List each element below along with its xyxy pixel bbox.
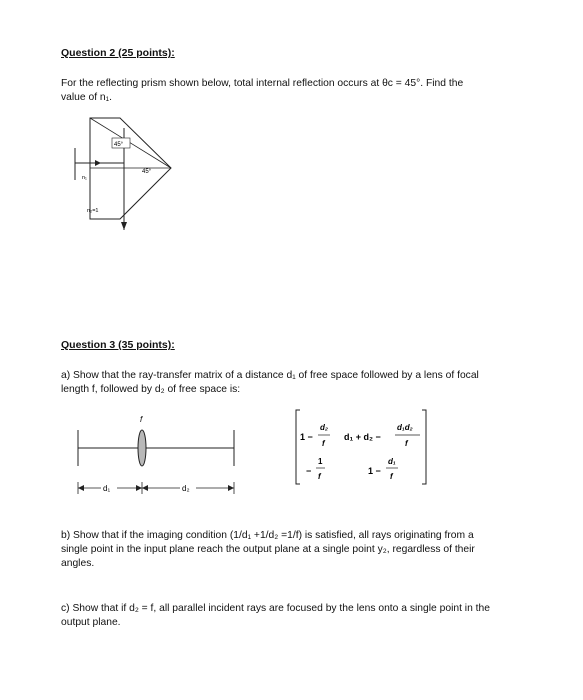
question-3b-line-3: angles. xyxy=(61,558,95,569)
question-3-heading: Question 3 (35 points): xyxy=(61,339,175,351)
d2-label: d₂ xyxy=(182,484,190,493)
m11-denominator: f xyxy=(322,439,325,448)
question-3a-line-2: length f, followed by d₂ of free space is: xyxy=(61,384,241,395)
d1-arrow-left xyxy=(78,485,84,491)
ray-arrow-1 xyxy=(95,160,101,166)
matrix-left-bracket xyxy=(296,410,300,484)
d2-arrow-right xyxy=(228,485,234,491)
m22-denominator: f xyxy=(390,472,393,481)
m21-denominator: f xyxy=(318,472,321,481)
angle-label-right: 45° xyxy=(142,169,152,175)
question-2-heading: Question 2 (25 points): xyxy=(61,47,175,59)
d1-arrow-right xyxy=(136,485,142,491)
question-2-text-line-1: For the reflecting prism shown below, total internal reflection occurs at θc = 45°. Find the xyxy=(61,78,464,89)
m21-lead: − xyxy=(306,466,312,476)
angle-label-top: 45° xyxy=(114,142,124,148)
m21-numerator: 1 xyxy=(318,457,323,466)
question-3c-line-1: c) Show that if d₂ = f, all parallel incident rays are focused by the lens onto a single point in the xyxy=(61,603,490,614)
question-3c-line-2: output plane. xyxy=(61,617,121,628)
d2-arrow-left xyxy=(142,485,148,491)
m12-denominator: f xyxy=(405,439,408,448)
m22-lead: 1 − xyxy=(368,466,381,476)
lens xyxy=(138,430,146,466)
lens-diagram xyxy=(74,410,244,510)
question-2-text-line-2: value of n₁. xyxy=(61,92,112,103)
lens-focal-label: f xyxy=(140,415,143,424)
matrix-right-bracket xyxy=(422,410,426,484)
ray-transfer-matrix xyxy=(292,402,442,492)
prism-inner-line xyxy=(90,118,171,168)
prism-outline xyxy=(90,118,171,219)
ray-arrow-2 xyxy=(121,222,127,230)
m12-lead: d₁ + d₂ − xyxy=(344,432,381,442)
d1-label: d₁ xyxy=(103,484,111,493)
m12-numerator: d₁d₂ xyxy=(397,423,413,432)
question-3b-line-1: b) Show that if the imaging condition (1/d₁ +1/d₂ =1/f) is satisfied, all rays originating from a xyxy=(61,530,474,541)
m22-numerator: d₁ xyxy=(388,457,396,466)
n2-label: n₂=1 xyxy=(87,208,99,214)
m11-numerator: d₂ xyxy=(320,423,328,432)
question-3b-line-2: single point in the input plane reach the output plane at a single point y₂, regardless of their xyxy=(61,544,475,555)
n1-label: n₁ xyxy=(82,175,87,181)
question-3a-line-1: a) Show that the ray-transfer matrix of a distance d₁ of free space followed by a lens of focal xyxy=(61,370,479,381)
prism-diagram xyxy=(60,108,190,233)
m11-lead: 1 − xyxy=(300,432,313,442)
